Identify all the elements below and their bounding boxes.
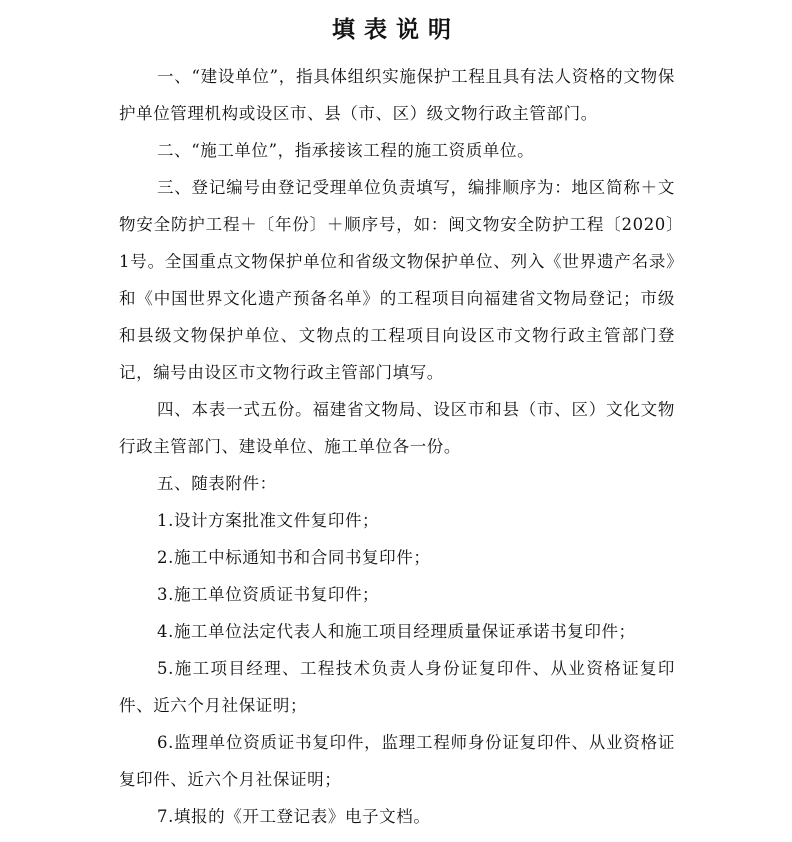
paragraph-construction-unit: 一、“建设单位”，指具体组织实施保护工程且具有法人资格的文物保护单位管理机构或设区市、县（市、区）级文物行政主管部门。	[119, 67, 675, 123]
attachment-item-6: 6.监理单位资质证书复印件，监理工程师身份证复印件、从业资格证复印件、近六个月社保证明；	[119, 733, 675, 789]
paragraph-registration-number: 三、登记编号由登记受理单位负责填写，编排顺序为：地区简称＋文物安全防护工程＋〔年份〕＋顺序号，如：闽文物安全防护工程〔2020〕1号。全国重点文物保护单位和省级文物保护单位、列入《世界遗产名录》和《中国世界文化遗产预备名单》的工程项目向福建省文物局登记；市级和县级文物保护单位、文物点的工程项目向设区市文物行政主管部门登记，编号由设区市文物行政主管部门填写。	[119, 178, 675, 382]
instructions-body	[119, 58, 675, 835]
attachment-item-5: 5.施工项目经理、工程技术负责人身份证复印件、从业资格证复印件、近六个月社保证明；	[119, 659, 675, 715]
attachment-item-4: 4.施工单位法定代表人和施工项目经理质量保证承诺书复印件；	[157, 622, 636, 641]
page-title: 填表说明	[332, 17, 460, 43]
attachment-item-3: 3.施工单位资质证书复印件；	[157, 585, 380, 604]
attachment-item-7: 7.填报的《开工登记表》电子文档。	[157, 807, 431, 826]
paragraph-copies: 四、本表一式五份。福建省文物局、设区市和县（市、区）文化文物行政主管部门、建设单位、施工单位各一份。	[119, 400, 675, 456]
paragraph-attachments-heading: 五、随表附件：	[157, 474, 277, 493]
paragraph-contractor-unit: 二、“施工单位”，指承接该工程的施工资质单位。	[157, 141, 535, 160]
attachment-item-2: 2.施工中标通知书和合同书复印件；	[157, 548, 431, 567]
attachment-item-1: 1.设计方案批准文件复印件；	[157, 511, 380, 530]
